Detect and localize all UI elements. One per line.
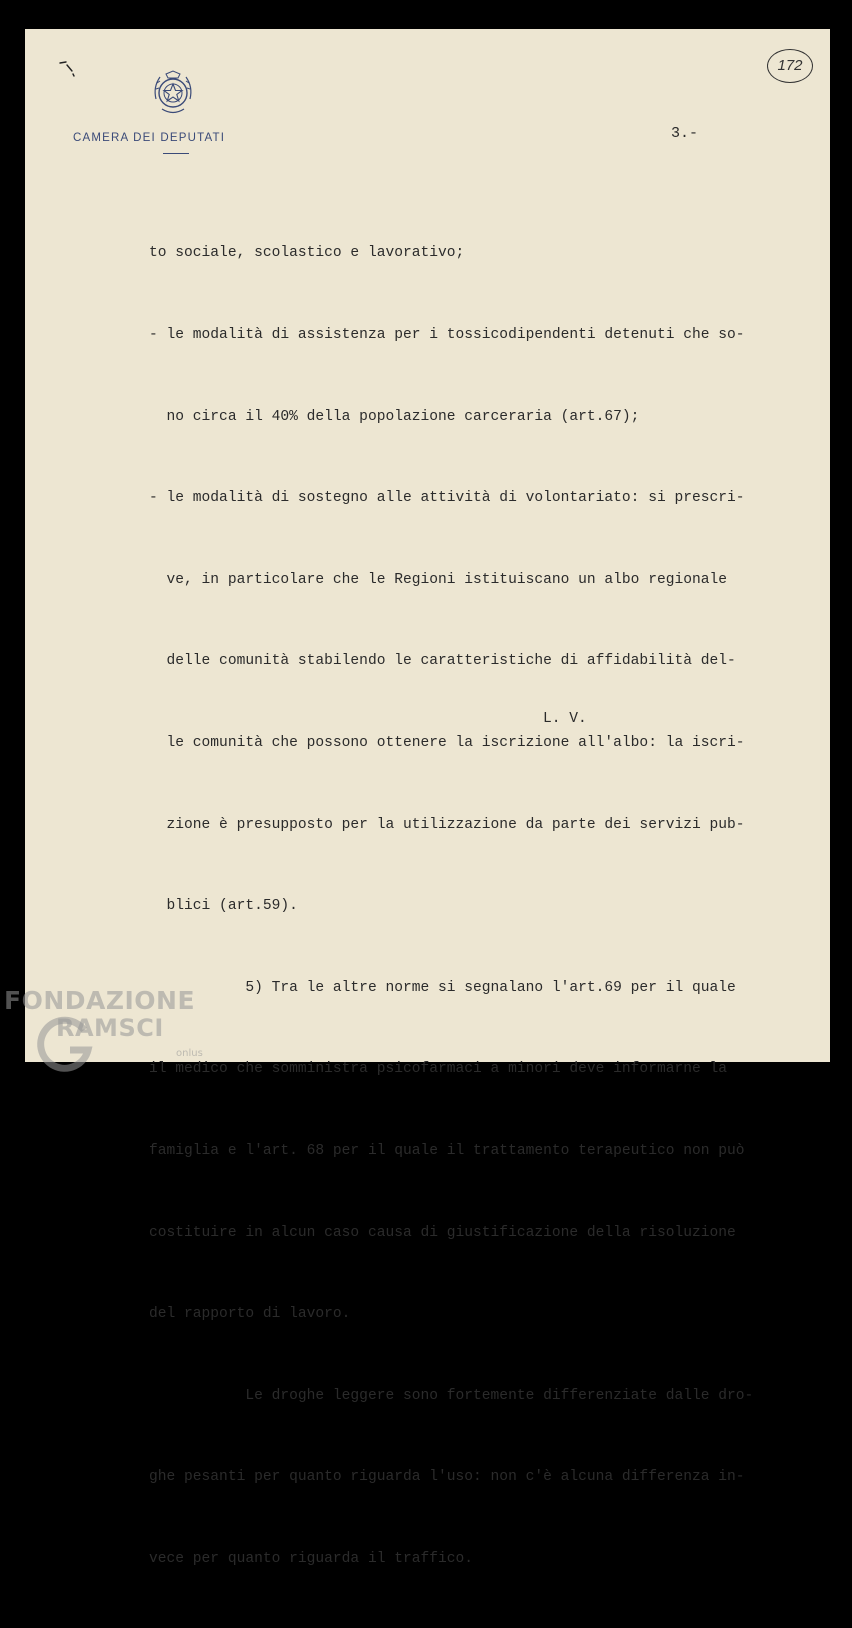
body-line: Le droghe leggere sono fortemente differenziate dalle dro-: [149, 1387, 754, 1404]
document-page: [25, 29, 830, 1567]
body-line: ve, in particolare che le Regioni istituiscano un albo regionale: [149, 571, 728, 588]
page-number: 3.-: [671, 125, 699, 142]
body-line: - le modalità di sostegno alle attività di volontariato: si prescri-: [149, 490, 745, 507]
body-line: blici (art.59).: [149, 898, 298, 915]
body-line: del rapporto di lavoro.: [149, 1306, 351, 1323]
body-line: il medico che somministra psicofarmaci a minori deve informarne la: [149, 1061, 728, 1078]
letterhead-title: CAMERA DEI DEPUTATI: [73, 132, 226, 144]
body-line: le comunità che possono ottenere la iscrizione all'albo: la iscri-: [149, 734, 745, 751]
body-line: zione è presupposto per la utilizzazione da parte dei servizi pub-: [149, 816, 745, 833]
body-line: to sociale, scolastico e lavorativo;: [149, 245, 465, 262]
watermark-line2: RAMSCI: [56, 1014, 164, 1042]
letterhead-rule: [163, 153, 189, 154]
italian-republic-emblem-icon: [150, 69, 196, 119]
document-body: [149, 186, 789, 1628]
body-line: vece per quanto riguarda il traffico.: [149, 1550, 474, 1567]
handwritten-mark: [58, 59, 80, 79]
signature-initials: L. V.: [543, 711, 587, 727]
body-line: no circa il 40% della popolazione carceraria (art.67);: [149, 408, 640, 425]
body-line: famiglia e l'art. 68 per il quale il trattamento terapeutico non può: [149, 1142, 745, 1159]
fondazione-gramsci-watermark: [4, 986, 214, 1080]
watermark-sub: onlus: [176, 1048, 203, 1059]
body-line: 5) Tra le altre norme si segnalano l'art.69 per il quale: [149, 979, 736, 996]
body-line: - le modalità di assistenza per i tossicodipendenti detenuti che so-: [149, 327, 745, 343]
watermark-line1: FONDAZIONE: [4, 986, 196, 1015]
body-line: ghe pesanti per quanto riguarda l'uso: non c'è alcuna differenza in-: [149, 1469, 745, 1486]
body-line: delle comunità stabilendo le caratteristiche di affidabilità del-: [149, 653, 736, 670]
body-line: costituire in alcun caso causa di giustificazione della risoluzione: [149, 1224, 736, 1241]
folio-number: 172: [767, 49, 813, 83]
